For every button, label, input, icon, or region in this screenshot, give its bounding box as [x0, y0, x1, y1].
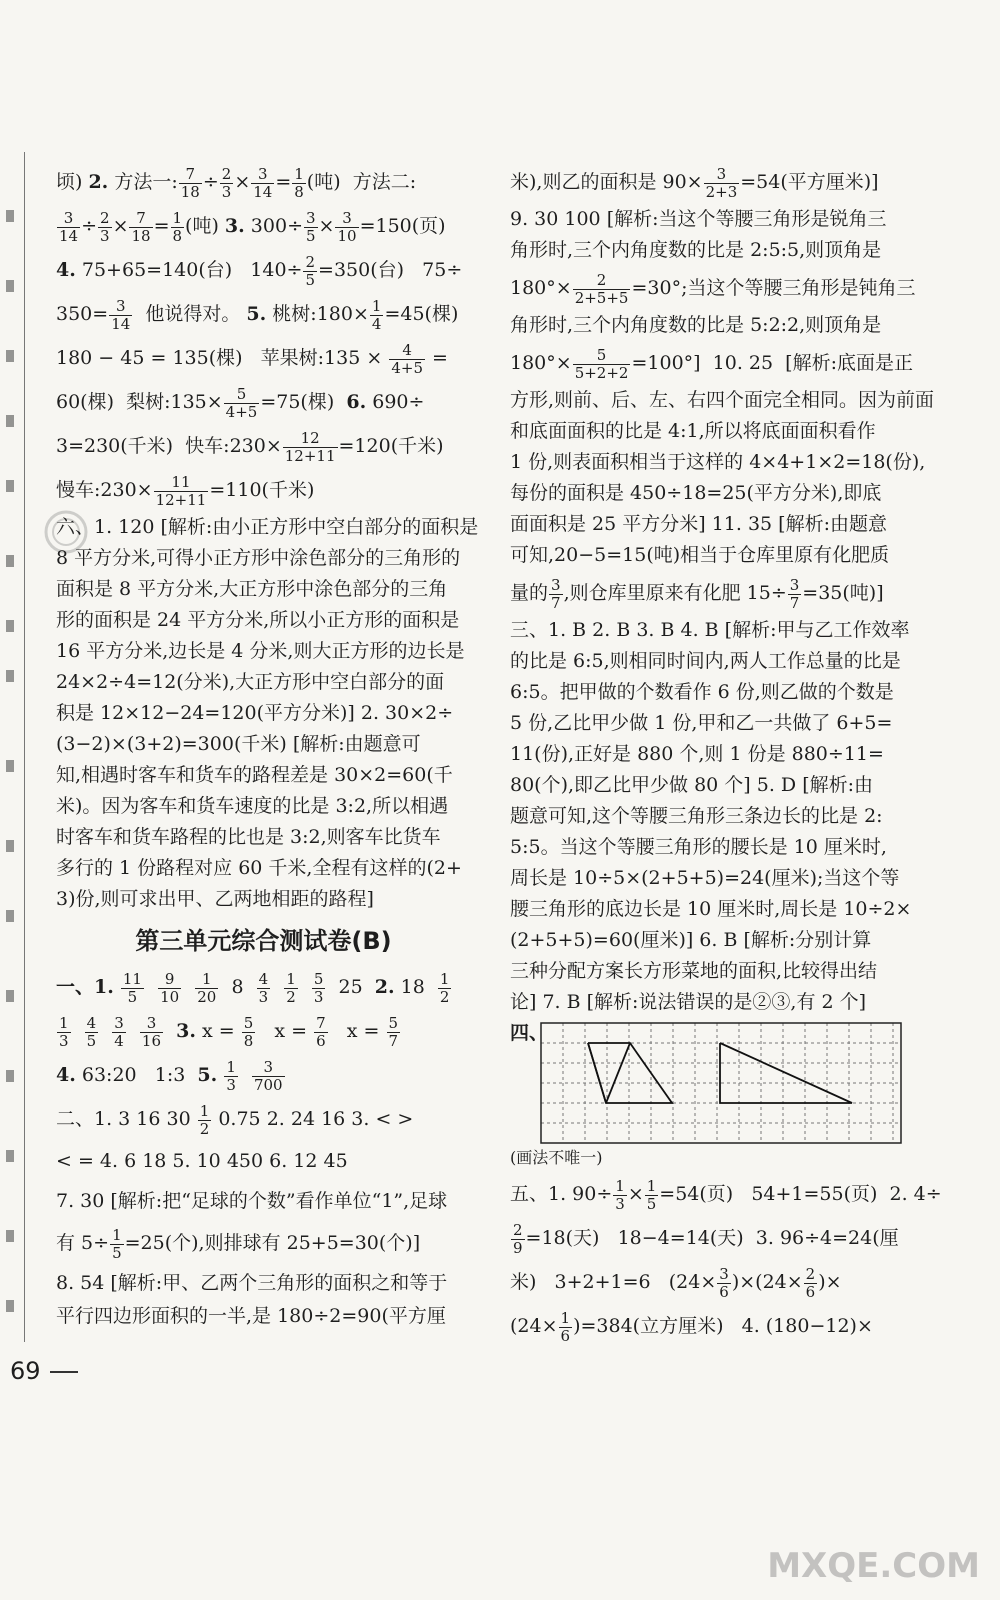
- text-run: [72, 1020, 84, 1042]
- numerator: 3: [719, 1264, 729, 1283]
- text-run: [127, 1020, 139, 1042]
- denominator: 5: [127, 987, 138, 1006]
- answer-line: 每份的面积是 450÷18=25(平方分米),即底: [510, 482, 882, 504]
- fraction: [804, 1266, 818, 1301]
- answer-line: 的比是 6:5,则相同时间内,两人工作总量的比是: [510, 650, 901, 672]
- text-run: )=384(立方厘米) 4. (180−12)×: [573, 1315, 873, 1337]
- answer-line: [510, 266, 916, 310]
- text-run: ÷: [202, 171, 219, 193]
- text-run: 4.: [56, 259, 76, 281]
- right-column: [510, 160, 942, 1348]
- fraction: [158, 971, 181, 1006]
- text-run: 180°×: [510, 277, 572, 299]
- answer-line: 1 份,则表面积相当于这样的 4×4+1×2=18(份),: [510, 451, 926, 473]
- fraction: [251, 166, 274, 201]
- text-run: =75(棵): [260, 391, 347, 413]
- numerator: 11: [122, 969, 142, 988]
- text-run: (吨) 方法二:: [306, 171, 417, 193]
- fraction: [788, 577, 802, 612]
- answer-line: (2+5+5)=60(厘米)] 6. B [解析:分别计算: [510, 929, 872, 951]
- fraction: [109, 298, 132, 333]
- fraction: [252, 1059, 285, 1094]
- denominator: 3: [221, 182, 232, 201]
- denominator: 14: [111, 314, 131, 333]
- denominator: 6: [560, 1326, 571, 1345]
- numerator: 1: [439, 969, 450, 988]
- answer-line: 7. 30 [解析:把“足球的个数”看作单位“1”,足球: [56, 1190, 448, 1212]
- answer-line: 9. 30 100 [解析:当这个等腰三角形是锐角三: [510, 208, 887, 230]
- answer-line: [56, 248, 471, 292]
- denominator: 4+5: [225, 402, 258, 421]
- denominator: 8: [172, 226, 183, 245]
- fraction: [645, 1178, 659, 1213]
- fraction: [257, 971, 271, 1006]
- text-run: 6.: [346, 391, 367, 413]
- answer-line: 六、1. 120 [解析:由小正方形中空白部分的面积是: [56, 516, 479, 538]
- text-run: =350(台) 75÷: [318, 259, 463, 281]
- binding-edge-marks: [0, 150, 22, 1340]
- denominator: 6: [316, 1031, 326, 1050]
- section-label: 四、: [510, 1022, 549, 1044]
- text-run: [164, 1020, 176, 1042]
- numerator: 4: [389, 342, 425, 360]
- denominator: 7: [388, 1031, 399, 1050]
- text-run: =18(天) 18−4=14(天) 3. 96÷4=24(厘: [525, 1227, 899, 1249]
- text-run: 300÷: [244, 215, 303, 237]
- denominator: 5+2+2: [574, 363, 629, 382]
- answer-line: [56, 336, 471, 380]
- numerator: 5: [224, 386, 260, 404]
- fraction: [112, 1015, 126, 1050]
- numerator: 1: [286, 969, 296, 988]
- fraction: [573, 347, 631, 382]
- trapezoid-shape: [588, 1043, 672, 1103]
- answer-line: 面面积是 25 平方分米] 11. 35 [解析:由题意: [510, 513, 887, 535]
- text-run: (吨): [185, 215, 225, 237]
- fraction: [224, 1059, 238, 1094]
- text-run: 有 5÷: [56, 1232, 110, 1254]
- answer-line: 8. 54 [解析:甲、乙两个三角形的面积之和等于: [56, 1272, 448, 1294]
- text-run: 4.: [56, 1064, 76, 1086]
- answer-line: 24×2÷4=12(分米),大正方形中空白部分的面: [56, 671, 445, 693]
- text-run: 25: [326, 976, 375, 998]
- answer-line: 5:5。当这个等腰三角形的腰长是 10 厘米时,: [510, 836, 887, 858]
- fraction: [57, 210, 80, 245]
- numerator: 1: [226, 1057, 236, 1076]
- text-run: =35(吨)]: [802, 582, 884, 604]
- numerator: 1: [59, 1013, 69, 1032]
- fraction: [195, 971, 218, 1006]
- text-run: =: [425, 347, 448, 369]
- fraction: [717, 1266, 731, 1301]
- denominator: 3: [615, 1194, 625, 1213]
- text-run: 180°×: [510, 352, 572, 374]
- denominator: 3: [100, 226, 110, 245]
- text-run: 米) 3+2+1=6 (24×: [510, 1271, 717, 1293]
- answer-line: 三种分配方案长方形菜地的面积,比较得出结: [510, 960, 878, 982]
- answer-line: 80(个),即乙比甲少做 80 个] 5. D [解析:由: [510, 774, 874, 796]
- fraction: [511, 1222, 525, 1257]
- text-run: 3.: [176, 1020, 196, 1042]
- denominator: 8: [294, 182, 304, 201]
- numerator: 1: [112, 1225, 122, 1244]
- fraction: [335, 210, 358, 245]
- answer-line: [56, 1009, 471, 1053]
- grid-caption: (画法不唯一): [510, 1148, 603, 1167]
- fraction: [559, 1310, 573, 1345]
- numerator: 7: [129, 210, 152, 228]
- text-run: 一、1.: [56, 976, 114, 998]
- answer-line: [510, 341, 913, 385]
- answer-line: 形的面积是 24 平方分米,所以小正方形的面积是: [56, 609, 460, 631]
- numerator: 11: [154, 474, 209, 492]
- denominator: 2+3: [705, 182, 738, 201]
- denominator: 3: [258, 987, 269, 1006]
- fraction: [387, 1015, 401, 1050]
- denominator: 14: [59, 226, 79, 245]
- answer-line: [510, 1260, 902, 1304]
- fraction: [312, 971, 326, 1006]
- answer-line: 角形时,三个内角度数的比是 5:2:2,则顶角是: [510, 314, 882, 336]
- numerator: 3: [551, 575, 561, 594]
- numerator: 1: [195, 971, 218, 989]
- text-run: 60(棵) 梨树:135×: [56, 391, 223, 413]
- text-run: [114, 976, 120, 998]
- text-run: ×: [318, 215, 335, 237]
- fraction: [704, 166, 740, 201]
- numerator: 5: [573, 347, 631, 365]
- denominator: 4+5: [391, 358, 423, 377]
- numerator: 3: [789, 575, 800, 594]
- text-run: =45(棵): [384, 303, 459, 325]
- numerator: 5: [388, 1013, 399, 1032]
- numerator: 1: [294, 164, 304, 183]
- numerator: 4: [86, 1013, 97, 1032]
- text-run: [99, 1020, 111, 1042]
- text-run: (24×: [510, 1315, 558, 1337]
- grid-figure: [540, 1022, 902, 1144]
- answer-line: 3)份,则可求出甲、乙两地相距的路程]: [56, 888, 374, 910]
- text-run: 慢车:230×: [56, 479, 153, 501]
- text-run: =54(平方厘米)]: [740, 171, 879, 193]
- fraction: [129, 210, 152, 245]
- denominator: 5: [306, 226, 316, 245]
- answer-line: [56, 1053, 471, 1097]
- numerator: 3: [252, 1059, 285, 1077]
- numerator: 2: [805, 1264, 816, 1283]
- text-run: 2.: [374, 976, 395, 998]
- answer-line: 知,相遇时客车和货车的路程差是 30×2=60(千: [56, 764, 453, 786]
- text-run: [239, 1064, 251, 1086]
- text-run: [182, 976, 194, 998]
- numerator: 1: [646, 1176, 657, 1195]
- answer-line: [56, 292, 471, 336]
- text-run: ×: [112, 215, 129, 237]
- binding-rule: [24, 152, 25, 1342]
- text-run: ÷: [81, 215, 98, 237]
- answer-line: 腰三角形的底边长是 10 厘米时,周长是 10÷2×: [510, 898, 912, 920]
- answer-line: [56, 424, 471, 468]
- section-three: [510, 615, 912, 1018]
- fraction: [110, 1227, 124, 1262]
- numerator: 3: [140, 1015, 163, 1033]
- answer-line: 周长是 10÷5×(2+5+5)=24(厘米);当这个等: [510, 867, 900, 889]
- numerator: 3: [306, 208, 316, 227]
- answer-line: 8 平方分米,可得小正方形中涂色部分的三角形的: [56, 547, 461, 569]
- denominator: 9: [513, 1238, 523, 1257]
- text-run: =30°;当这个等腰三角形是钝角三: [631, 277, 916, 299]
- text-run: 量的: [510, 582, 549, 604]
- fraction: [303, 254, 317, 289]
- answer-line: 6:5。把甲做的个数看作 6 份,则乙做的个数是: [510, 681, 894, 703]
- triangle-shape: [720, 1043, 852, 1103]
- section-six: [56, 512, 479, 915]
- text-run: 五、1. 90÷: [510, 1183, 613, 1205]
- numerator: 2: [100, 208, 110, 227]
- text-run: 3=230(千米) 快车:230×: [56, 435, 282, 457]
- answer-line: [56, 468, 471, 512]
- answer-line: [56, 1097, 471, 1141]
- text-run: =120(千米): [338, 435, 444, 457]
- text-run: 18: [394, 976, 437, 998]
- text-run: ×: [627, 1183, 644, 1205]
- denominator: 8: [243, 1031, 254, 1050]
- fraction: [283, 430, 338, 465]
- numerator: 4: [258, 969, 269, 988]
- text-run: =25(个),则排球有 25+5=30(个)]: [124, 1232, 421, 1254]
- numerator: 5: [243, 1013, 254, 1032]
- answer-line: [56, 1221, 471, 1265]
- text-run: =54(页) 54+1=55(页) 2. 4÷: [659, 1183, 942, 1205]
- text-run: =150(页): [359, 215, 446, 237]
- text-run: )×: [818, 1271, 842, 1293]
- answer-line: 角形时,三个内角度数的比是 2:5:5,则顶角是: [510, 239, 882, 261]
- text-run: 米),则乙的面积是 90×: [510, 171, 703, 193]
- text-run: x =: [195, 1020, 241, 1042]
- numerator: 7: [316, 1013, 326, 1032]
- fraction: [370, 298, 384, 333]
- numerator: 1: [615, 1176, 625, 1195]
- fraction: [140, 1015, 163, 1050]
- fraction: [292, 166, 306, 201]
- text-run: ,则仓库里原来有化肥 15÷: [563, 582, 787, 604]
- fraction: [198, 1103, 212, 1138]
- text-run: 二、1. 3 16 30: [56, 1108, 191, 1130]
- text-run: =100°] 10. 25 [解析:底面是正: [631, 352, 913, 374]
- denominator: 10: [160, 987, 180, 1006]
- denominator: 6: [719, 1282, 729, 1301]
- answer-line: [56, 380, 471, 424]
- text-run: =: [153, 215, 170, 237]
- denominator: 2+5+5: [574, 288, 629, 307]
- fraction: [154, 474, 209, 509]
- denominator: 5: [112, 1243, 122, 1262]
- answer-line: [510, 160, 902, 204]
- unit-title: 第三单元综合测试卷(B): [135, 927, 392, 955]
- answer-line: 16 平方分米,边长是 4 分米,则大正方形的边长是: [56, 640, 465, 662]
- numerator: 1: [560, 1308, 571, 1327]
- answer-line: 米)。因为客车和货车速度的比是 3:2,所以相遇: [56, 795, 449, 817]
- answer-line: 11(份),正好是 880 个,则 1 份是 880÷11=: [510, 743, 884, 765]
- answer-line: 5 份,乙比甲少做 1 份,甲和乙一共做了 6+5=: [510, 712, 893, 734]
- fraction: [314, 1015, 328, 1050]
- numerator: 2: [513, 1220, 523, 1239]
- text-run: x =: [256, 1020, 314, 1042]
- numerator: 3: [57, 210, 80, 228]
- numerator: 3: [109, 298, 132, 316]
- text-run: 5.: [246, 303, 267, 325]
- page-number: 69: [10, 1357, 41, 1385]
- text-run: =: [275, 171, 292, 193]
- numerator: 12: [283, 430, 338, 448]
- text-run: 75+65=140(台) 140÷: [75, 259, 303, 281]
- text-run: 180 − 45 = 135(棵) 苹果树:135 ×: [56, 347, 389, 369]
- fraction: [284, 971, 298, 1006]
- fraction: [220, 166, 234, 201]
- text-run: 350=: [56, 303, 109, 325]
- answer-line: 方形,则前、后、左、右四个面完全相同。因为前面: [510, 389, 935, 411]
- fraction: [121, 971, 144, 1006]
- denominator: 16: [141, 1031, 162, 1050]
- fraction: [549, 577, 563, 612]
- text-run: 方法一:: [108, 171, 178, 193]
- denominator: 6: [805, 1282, 816, 1301]
- answer-line: 三、1. B 2. B 3. B 4. B [解析:甲与乙工作效率: [510, 619, 910, 641]
- denominator: 3: [313, 987, 324, 1006]
- fraction: [438, 971, 452, 1006]
- text-run: [217, 1064, 223, 1086]
- numerator: 1: [172, 208, 183, 227]
- answer-line: [56, 160, 471, 204]
- denominator: 7: [789, 593, 800, 612]
- page-number-dash: [50, 1371, 78, 1373]
- answer-line: [56, 965, 471, 1009]
- fraction: [613, 1178, 627, 1213]
- left-column: [56, 160, 479, 1332]
- numerator: 9: [158, 971, 181, 989]
- text-run: 他说得对。: [133, 303, 247, 325]
- text-run: x =: [328, 1020, 386, 1042]
- denominator: 5: [305, 270, 316, 289]
- denominator: 14: [253, 182, 273, 201]
- numerator: 3: [704, 166, 740, 184]
- denominator: 5: [646, 1194, 657, 1213]
- answer-line: 论] 7. B [解析:说法错误的是②③,有 2 个]: [510, 991, 867, 1013]
- text-run: 0.75 2. 24 16 3. < >: [218, 1108, 414, 1130]
- text-run: =110(千米): [209, 479, 315, 501]
- fraction: [304, 210, 318, 245]
- text-run: ×: [234, 171, 251, 193]
- denominator: 2: [286, 987, 296, 1006]
- text-run: 顷): [56, 171, 89, 193]
- fraction: [242, 1015, 256, 1050]
- answer-line: [56, 204, 471, 248]
- denominator: 18: [180, 182, 200, 201]
- fraction: [179, 166, 202, 201]
- fraction: [171, 210, 185, 245]
- answer-line: 和底面面积的比是 4:1,所以将底面面积看作: [510, 420, 876, 442]
- answer-line: [510, 1304, 902, 1348]
- numerator: 3: [335, 210, 358, 228]
- denominator: 12+11: [284, 446, 336, 465]
- answer-line: [510, 1216, 902, 1260]
- answer-line: 平行四边形面积的一半,是 180÷2=90(平方厘: [56, 1305, 446, 1327]
- fraction: [224, 386, 260, 421]
- text-run: 2.: [88, 171, 109, 193]
- denominator: 20: [197, 987, 217, 1006]
- section-four: [510, 1018, 902, 1144]
- denominator: 3: [59, 1031, 69, 1050]
- fraction: [98, 210, 112, 245]
- numerator: 5: [313, 969, 324, 988]
- denominator: 2: [439, 987, 450, 1006]
- denominator: 5: [86, 1031, 97, 1050]
- denominator: 10: [337, 226, 357, 245]
- answer-line: [510, 1172, 942, 1216]
- numerator: 2: [305, 252, 316, 271]
- denominator: 4: [114, 1031, 124, 1050]
- fraction: [85, 1015, 99, 1050]
- paragraph-ten: [510, 385, 935, 571]
- numerator: 7: [179, 166, 202, 184]
- answer-line: 多行的 1 份路程对应 60 千米,全程有这样的(2+: [56, 857, 462, 879]
- answer-line: 可知,20−5=15(吨)相当于仓库里原有化肥质: [510, 544, 890, 566]
- answer-line: 面积是 8 平方分米,大正方形中涂色部分的三角: [56, 578, 448, 600]
- denominator: 3: [226, 1075, 236, 1094]
- answer-line: [510, 571, 902, 615]
- numerator: 3: [114, 1013, 124, 1032]
- text-run: 690÷: [366, 391, 425, 413]
- denominator: 7: [551, 593, 561, 612]
- fraction: [389, 342, 425, 377]
- numerator: 2: [221, 164, 232, 183]
- text-run: 63:20 1:3: [75, 1064, 198, 1086]
- text-run: 5.: [197, 1064, 218, 1086]
- numerator: 2: [573, 272, 631, 290]
- fraction: [57, 1015, 71, 1050]
- text-run: 8: [219, 976, 256, 998]
- numerator: 1: [371, 296, 382, 315]
- denominator: 12+11: [155, 490, 207, 509]
- watermark-logo: MXQE.COM: [767, 1546, 980, 1586]
- text-run: [299, 976, 311, 998]
- denominator: 2: [199, 1119, 210, 1138]
- denominator: 700: [253, 1075, 283, 1094]
- fraction: [573, 272, 631, 307]
- answer-line: 题意可知,这个等腰三角形三条边长的比是 2:: [510, 805, 883, 827]
- text-run: 3.: [224, 215, 245, 237]
- text-run: )×(24×: [731, 1271, 803, 1293]
- text-run: [145, 976, 157, 998]
- numerator: 1: [199, 1101, 210, 1120]
- answer-line: (3−2)×(3+2)=300(千米) [解析:由题意可: [56, 733, 421, 755]
- denominator: 4: [371, 314, 382, 333]
- numerator: 3: [251, 166, 274, 184]
- answer-line: < = 4. 6 18 5. 10 450 6. 12 45: [56, 1150, 348, 1172]
- text-run: [271, 976, 283, 998]
- answer-line: 时客车和货车路程的比也是 3:2,则客车比货车: [56, 826, 441, 848]
- text-run: 桃树:180×: [266, 303, 369, 325]
- answer-line: 积是 12×12−24=120(平方分米)] 2. 30×2÷: [56, 702, 454, 724]
- denominator: 18: [131, 226, 151, 245]
